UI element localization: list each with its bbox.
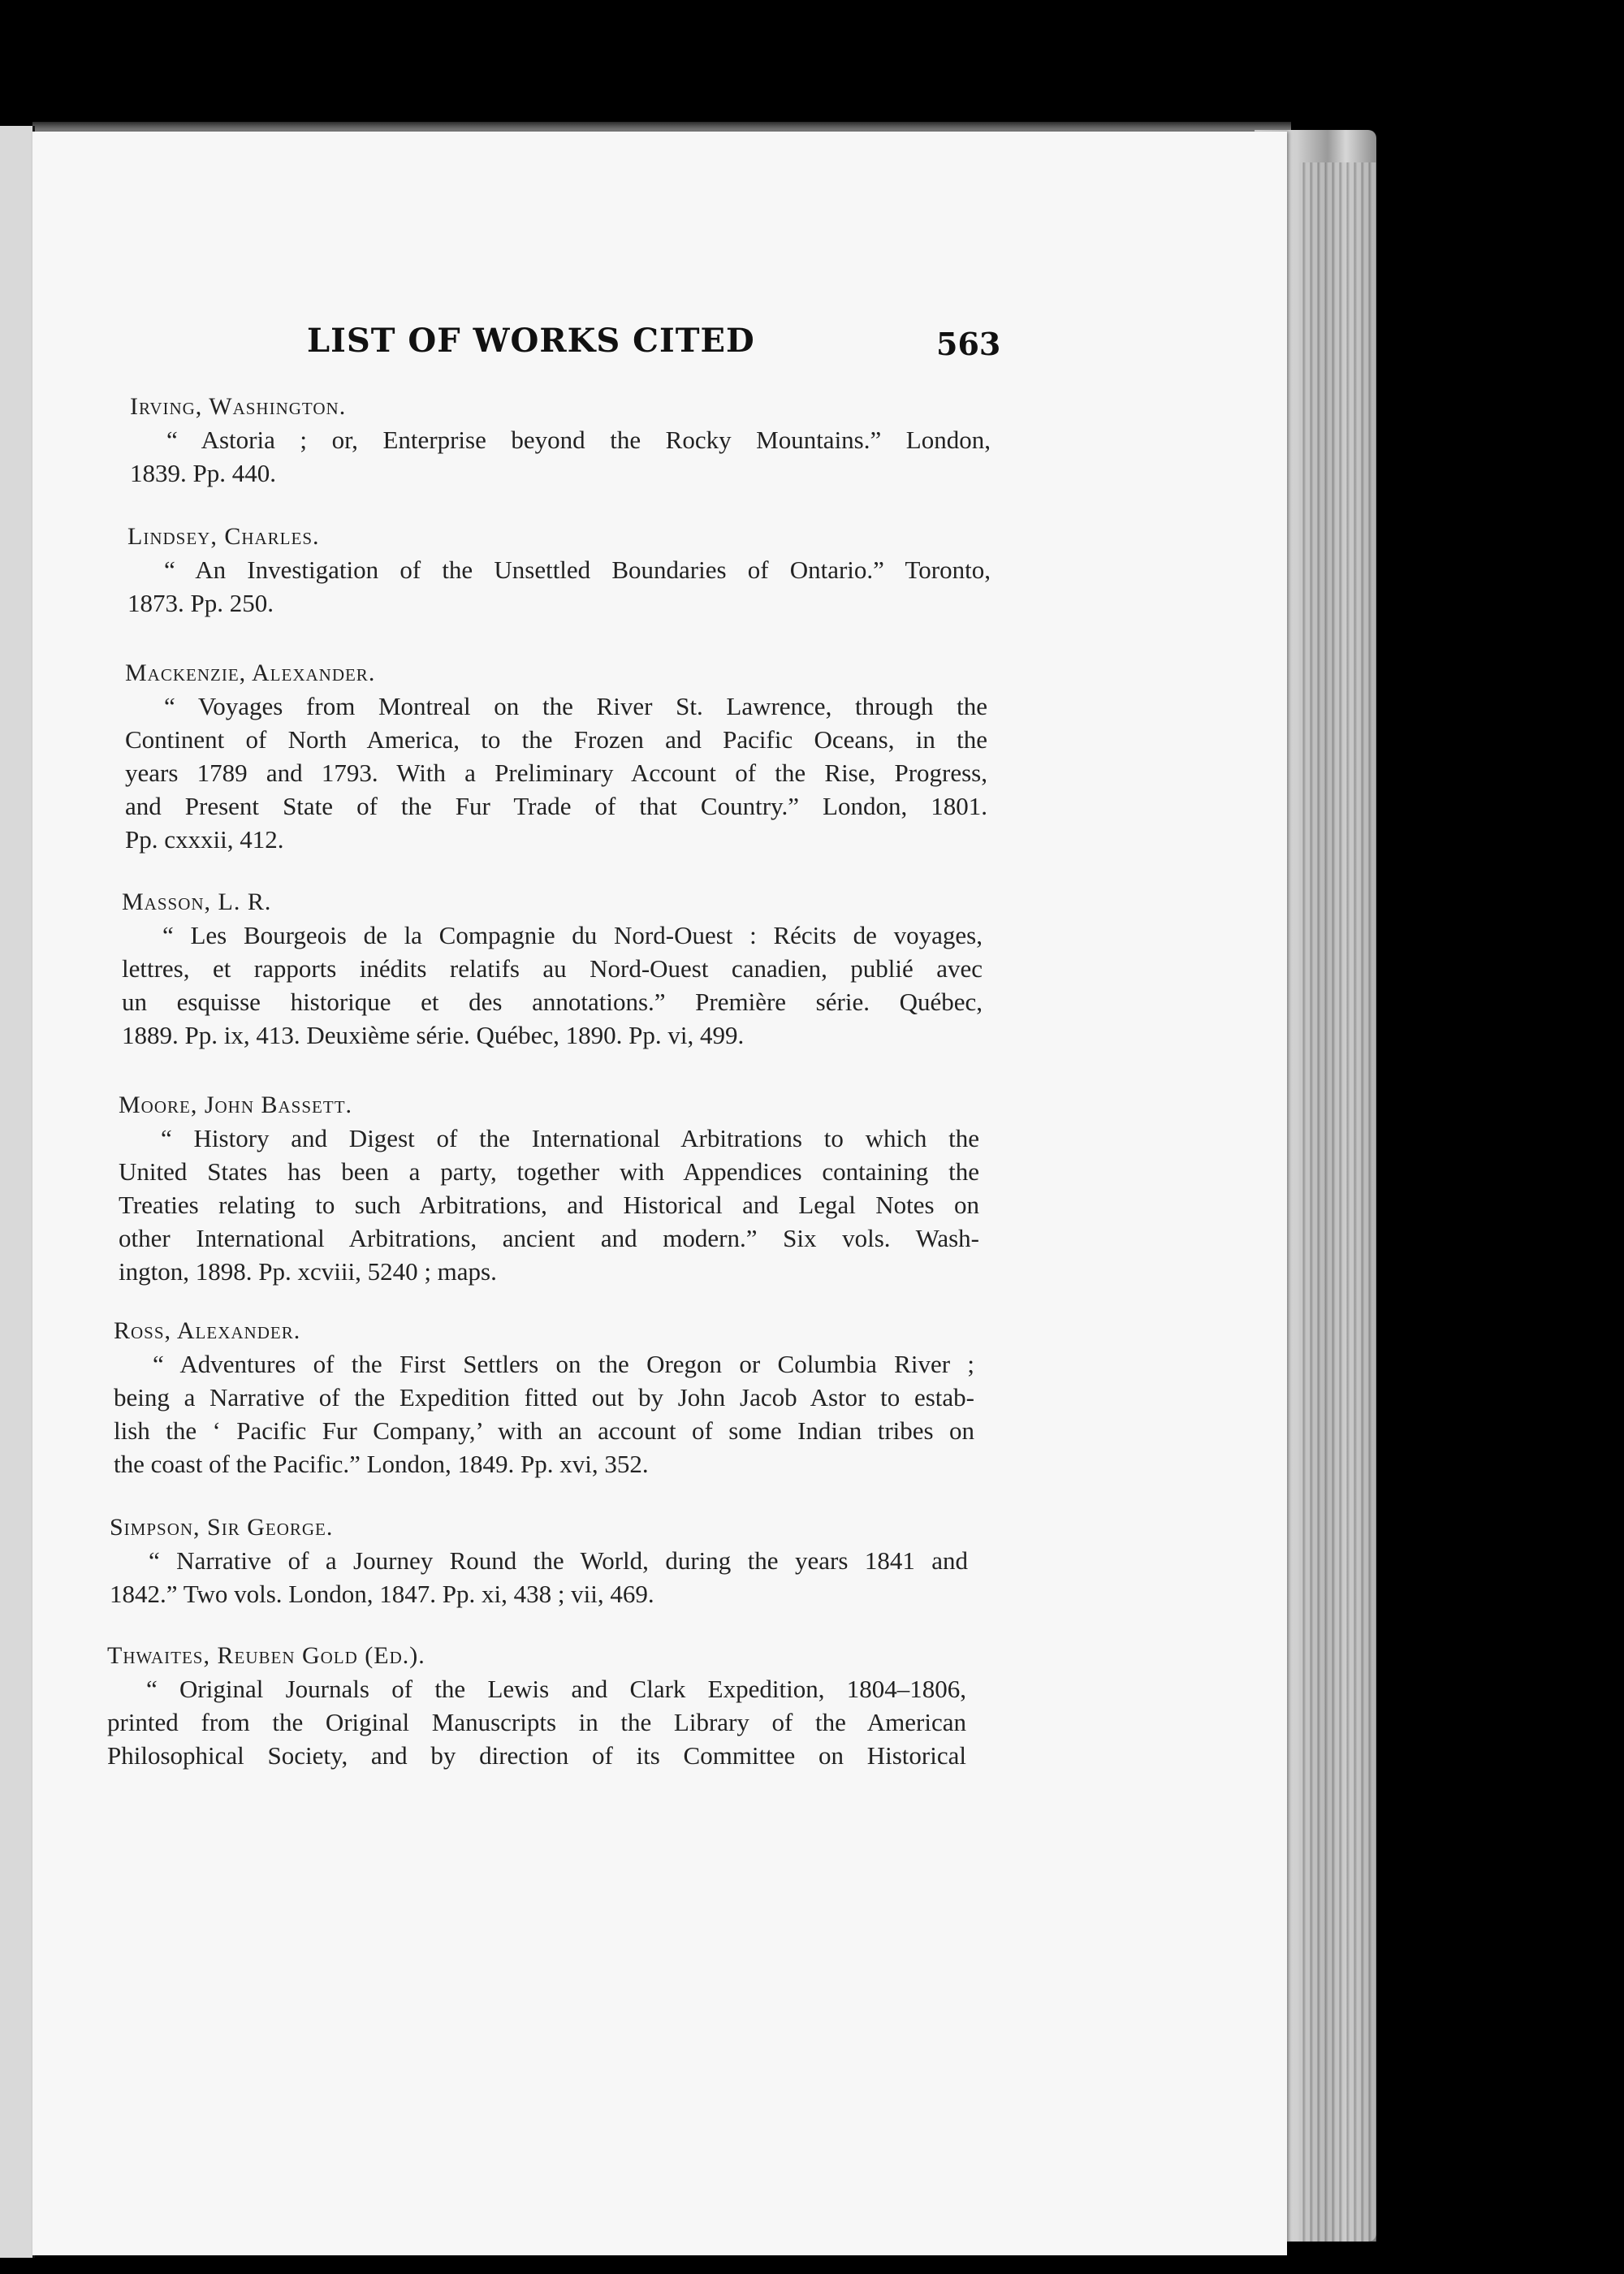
entry-line: “ Les Bourgeois de la Compagnie du Nord-Ouest : Récits de voyages, [162, 921, 983, 949]
entry-author: Mackenzie, Alexander. [125, 659, 376, 686]
previous-page-edge [0, 126, 35, 2258]
bibliography-entry [130, 390, 991, 490]
entry-line: Treaties relating to such Arbitrations, and Historical and Legal Notes on [119, 1191, 979, 1219]
entry-line: years 1789 and 1793. With a Preliminary Account of the Rise, Progress, [125, 759, 987, 787]
bibliography-entry [125, 656, 987, 856]
bibliography-entry [119, 1088, 979, 1288]
entry-line: “ Voyages from Montreal on the River St. Lawrence, through the [164, 692, 987, 720]
entry-line: Continent of North America, to the Frozen and Pacific Oceans, in the [125, 725, 987, 754]
entry-line: printed from the Original Manuscripts in the Library of the American [107, 1708, 966, 1736]
entry-line: un esquisse historique et des annotations.” Première série. Québec, [122, 988, 983, 1016]
entry-line: ington, 1898. Pp. xcviii, 5240 ; maps. [119, 1257, 497, 1286]
entry-author: Masson, L. R. [122, 888, 272, 915]
entry-line: the coast of the Pacific.” London, 1849. Pp. xvi, 352. [114, 1450, 649, 1478]
entry-line: “ An Investigation of the Unsettled Boundaries of Ontario.” Toronto, [164, 556, 991, 584]
entry-line: Philosophical Society, and by direction of its Committee on Historical [107, 1741, 966, 1770]
bibliography-entry [122, 885, 983, 1052]
entry-author: Moore, John Bassett. [119, 1092, 353, 1118]
entry-author: Lindsey, Charles. [127, 523, 320, 550]
entry-line: 1839. Pp. 440. [130, 459, 276, 487]
entry-line: being a Narrative of the Expedition fitted out by John Jacob Astor to estab- [114, 1383, 974, 1412]
entry-author: Simpson, Sir George. [110, 1514, 334, 1541]
entry-line: “ Original Journals of the Lewis and Clark Expedition, 1804–1806, [146, 1675, 966, 1703]
entry-line: 1873. Pp. 250. [127, 589, 274, 617]
book-page-edges-texture [1299, 162, 1376, 2242]
entry-line: 1889. Pp. ix, 413. Deuxième série. Québec, 1890. Pp. vi, 499. [122, 1021, 745, 1049]
entry-line: 1842.” Two vols. London, 1847. Pp. xi, 438 ; vii, 469. [110, 1580, 654, 1608]
entry-line: United States has been a party, together with Appendices containing the [119, 1157, 979, 1186]
bibliography-entry [107, 1639, 966, 1772]
bibliography-entry [110, 1511, 968, 1610]
entry-line: “ Astoria ; or, Enterprise beyond the Rocky Mountains.” London, [166, 426, 991, 454]
running-head-title: LIST OF WORKS CITED [307, 322, 755, 360]
entry-line: lettres, et rapports inédits relatifs au Nord-Ouest canadien, publié avec [122, 954, 983, 983]
entry-author: Irving, Washington. [130, 393, 347, 420]
bibliography-entry [114, 1314, 974, 1481]
entry-line: and Present State of the Fur Trade of that Country.” London, 1801. [125, 792, 987, 820]
entry-line: “ Narrative of a Journey Round the World, during the years 1841 and [149, 1546, 968, 1575]
entry-line: “ History and Digest of the International Arbitrations to which the [161, 1124, 979, 1152]
entry-line: “ Adventures of the First Settlers on the Oregon or Columbia River ; [153, 1350, 974, 1378]
bibliography-entry [127, 520, 991, 620]
page-number: 563 [936, 326, 1001, 362]
entry-line: Pp. cxxxii, 412. [125, 825, 284, 854]
entry-author: Thwaites, Reuben Gold (Ed.). [107, 1642, 425, 1669]
entry-line: lish the ‘ Pacific Fur Company,’ with an account of some Indian tribes on [114, 1416, 974, 1445]
entry-author: Ross, Alexander. [114, 1317, 301, 1344]
entry-line: other International Arbitrations, ancient and modern.” Six vols. Wash- [119, 1224, 979, 1252]
